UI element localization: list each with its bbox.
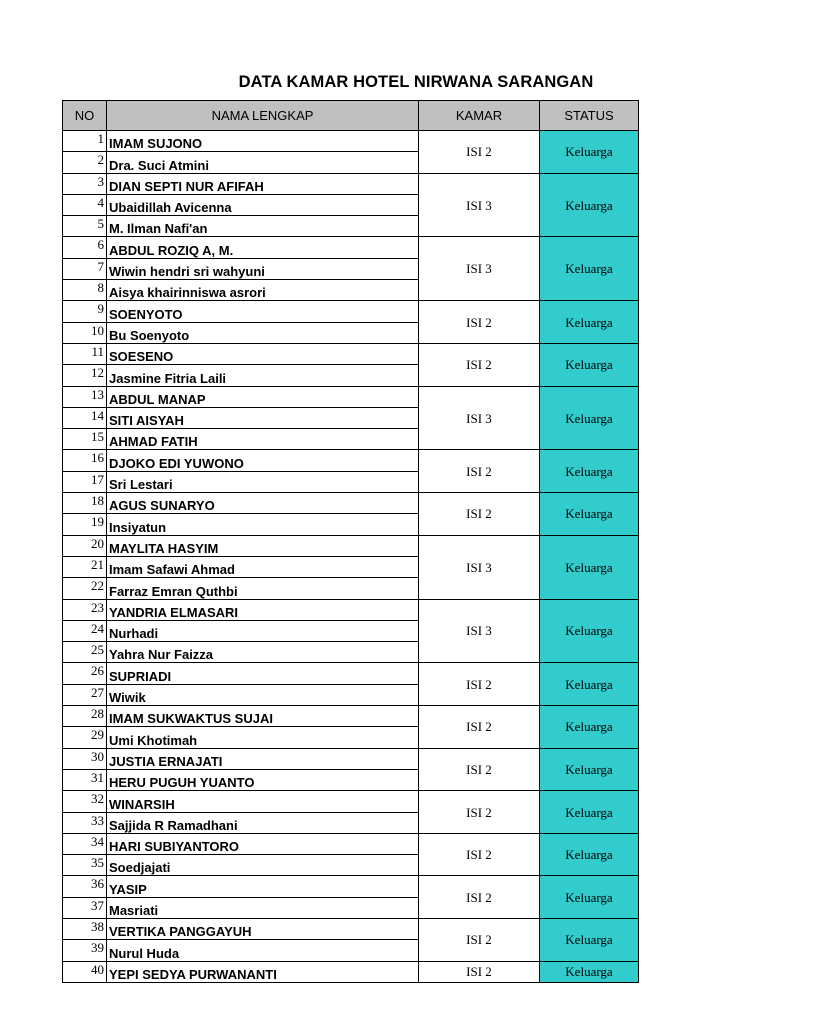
status-cell: Keluarga (540, 131, 639, 174)
row-number-cell: 35 (63, 855, 107, 876)
table-row (63, 748, 639, 769)
column-header-nama: NAMA LENGKAP (107, 101, 419, 131)
row-number-cell: 24 (63, 620, 107, 641)
room-type-cell: ISI 2 (419, 706, 540, 749)
status-cell: Keluarga (540, 663, 639, 706)
row-number-cell: 29 (63, 727, 107, 748)
room-type-cell: ISI 3 (419, 599, 540, 663)
row-number-cell: 2 (63, 152, 107, 173)
guest-name-cell: M. Ilman Nafi'an (107, 216, 419, 237)
status-cell: Keluarga (540, 748, 639, 791)
row-number-cell: 34 (63, 833, 107, 854)
row-number-cell: 25 (63, 642, 107, 663)
row-number-cell: 6 (63, 237, 107, 258)
guest-name-cell: Yahra Nur Faizza (107, 642, 419, 663)
row-number-cell: 7 (63, 258, 107, 279)
row-number-cell: 30 (63, 748, 107, 769)
guest-name-cell: DJOKO EDI YUWONO (107, 450, 419, 471)
row-number-cell: 5 (63, 216, 107, 237)
guest-name-cell: SOENYOTO (107, 301, 419, 322)
row-number-cell: 11 (63, 343, 107, 364)
guest-name-cell: Wiwik (107, 684, 419, 705)
row-number-cell: 22 (63, 578, 107, 599)
row-number-cell: 4 (63, 194, 107, 215)
room-type-cell: ISI 2 (419, 663, 540, 706)
guest-name-cell: SOESENO (107, 343, 419, 364)
table-row (63, 876, 639, 897)
guest-name-cell: IMAM SUJONO (107, 131, 419, 152)
row-number-cell: 21 (63, 556, 107, 577)
guest-name-cell: DIAN SEPTI NUR AFIFAH (107, 173, 419, 194)
row-number-cell: 28 (63, 706, 107, 727)
guest-name-cell: Insiyatun (107, 514, 419, 535)
table-row (63, 343, 639, 364)
row-number-cell: 38 (63, 918, 107, 939)
room-type-cell: ISI 2 (419, 918, 540, 961)
row-number-cell: 23 (63, 599, 107, 620)
guest-name-cell: Ubaidillah Avicenna (107, 194, 419, 215)
guest-name-cell: WINARSIH (107, 791, 419, 812)
guest-name-cell: YASIP (107, 876, 419, 897)
room-type-cell: ISI 2 (419, 343, 540, 386)
room-type-cell: ISI 3 (419, 237, 540, 301)
column-header-no: NO (63, 101, 107, 131)
row-number-cell: 10 (63, 322, 107, 343)
row-number-cell: 9 (63, 301, 107, 322)
table-row (63, 599, 639, 620)
guest-name-cell: AHMAD FATIH (107, 429, 419, 450)
row-number-cell: 14 (63, 407, 107, 428)
guest-name-cell: SITI AISYAH (107, 407, 419, 428)
table-row (63, 493, 639, 514)
status-cell: Keluarga (540, 918, 639, 961)
row-number-cell: 27 (63, 684, 107, 705)
status-cell: Keluarga (540, 706, 639, 749)
status-cell: Keluarga (540, 173, 639, 237)
room-type-cell: ISI 3 (419, 386, 540, 450)
guest-name-cell: Umi Khotimah (107, 727, 419, 748)
guest-name-cell: ABDUL MANAP (107, 386, 419, 407)
status-cell: Keluarga (540, 961, 639, 982)
status-cell: Keluarga (540, 493, 639, 536)
room-type-cell: ISI 2 (419, 791, 540, 834)
guest-name-cell: Masriati (107, 897, 419, 918)
table-row (63, 535, 639, 556)
status-cell: Keluarga (540, 791, 639, 834)
table-row (63, 663, 639, 684)
room-table-container (62, 100, 638, 982)
table-row (63, 833, 639, 854)
room-type-cell: ISI 2 (419, 833, 540, 876)
table-row (63, 706, 639, 727)
guest-name-cell: Jasmine Fitria Laili (107, 365, 419, 386)
room-type-cell: ISI 2 (419, 493, 540, 536)
page-title: DATA KAMAR HOTEL NIRWANA SARANGAN (238, 73, 594, 91)
row-number-cell: 8 (63, 280, 107, 301)
room-type-cell: ISI 2 (419, 961, 540, 982)
row-number-cell: 13 (63, 386, 107, 407)
row-number-cell: 26 (63, 663, 107, 684)
table-row (63, 301, 639, 322)
guest-name-cell: AGUS SUNARYO (107, 493, 419, 514)
guest-name-cell: Nurul Huda (107, 940, 419, 961)
guest-name-cell: Dra. Suci Atmini (107, 152, 419, 173)
table-header-row (63, 101, 639, 131)
table-row (63, 918, 639, 939)
row-number-cell: 18 (63, 493, 107, 514)
room-type-cell: ISI 2 (419, 131, 540, 174)
row-number-cell: 36 (63, 876, 107, 897)
guest-name-cell: Wiwin hendri sri wahyuni (107, 258, 419, 279)
row-number-cell: 1 (63, 131, 107, 152)
status-cell: Keluarga (540, 301, 639, 344)
room-type-cell: ISI 2 (419, 450, 540, 493)
guest-name-cell: JUSTIA ERNAJATI (107, 748, 419, 769)
guest-name-cell: IMAM SUKWAKTUS SUJAI (107, 706, 419, 727)
table-row (63, 131, 639, 152)
row-number-cell: 15 (63, 429, 107, 450)
row-number-cell: 33 (63, 812, 107, 833)
room-type-cell: ISI 2 (419, 301, 540, 344)
guest-name-cell: Imam Safawi Ahmad (107, 556, 419, 577)
table-row (63, 386, 639, 407)
room-type-cell: ISI 3 (419, 173, 540, 237)
status-cell: Keluarga (540, 343, 639, 386)
row-number-cell: 12 (63, 365, 107, 386)
row-number-cell: 31 (63, 769, 107, 790)
table-row (63, 173, 639, 194)
status-cell: Keluarga (540, 237, 639, 301)
row-number-cell: 32 (63, 791, 107, 812)
guest-name-cell: HARI SUBIYANTORO (107, 833, 419, 854)
room-type-cell: ISI 2 (419, 876, 540, 919)
guest-name-cell: ABDUL ROZIQ A, M. (107, 237, 419, 258)
column-header-status: STATUS (540, 101, 639, 131)
guest-name-cell: YEPI SEDYA PURWANANTI (107, 961, 419, 982)
column-header-kamar: KAMAR (419, 101, 540, 131)
row-number-cell: 39 (63, 940, 107, 961)
table-row (63, 237, 639, 258)
guest-name-cell: Aisya khairinniswa asrori (107, 280, 419, 301)
guest-name-cell: SUPRIADI (107, 663, 419, 684)
status-cell: Keluarga (540, 876, 639, 919)
row-number-cell: 37 (63, 897, 107, 918)
guest-name-cell: Bu Soenyoto (107, 322, 419, 343)
row-number-cell: 17 (63, 471, 107, 492)
table-row (63, 450, 639, 471)
row-number-cell: 20 (63, 535, 107, 556)
guest-name-cell: MAYLITA HASYIM (107, 535, 419, 556)
guest-name-cell: VERTIKA PANGGAYUH (107, 918, 419, 939)
guest-name-cell: Sri Lestari (107, 471, 419, 492)
row-number-cell: 16 (63, 450, 107, 471)
row-number-cell: 40 (63, 961, 107, 982)
room-table (62, 100, 639, 983)
status-cell: Keluarga (540, 535, 639, 599)
guest-name-cell: Sajjida R Ramadhani (107, 812, 419, 833)
status-cell: Keluarga (540, 450, 639, 493)
room-type-cell: ISI 2 (419, 748, 540, 791)
guest-name-cell: Nurhadi (107, 620, 419, 641)
guest-name-cell: HERU PUGUH YUANTO (107, 769, 419, 790)
status-cell: Keluarga (540, 386, 639, 450)
table-body (63, 131, 639, 983)
status-cell: Keluarga (540, 599, 639, 663)
table-row (63, 961, 639, 982)
row-number-cell: 3 (63, 173, 107, 194)
guest-name-cell: Soedjajati (107, 855, 419, 876)
guest-name-cell: Farraz Emran Quthbi (107, 578, 419, 599)
room-type-cell: ISI 3 (419, 535, 540, 599)
table-row (63, 791, 639, 812)
row-number-cell: 19 (63, 514, 107, 535)
status-cell: Keluarga (540, 833, 639, 876)
guest-name-cell: YANDRIA ELMASARI (107, 599, 419, 620)
